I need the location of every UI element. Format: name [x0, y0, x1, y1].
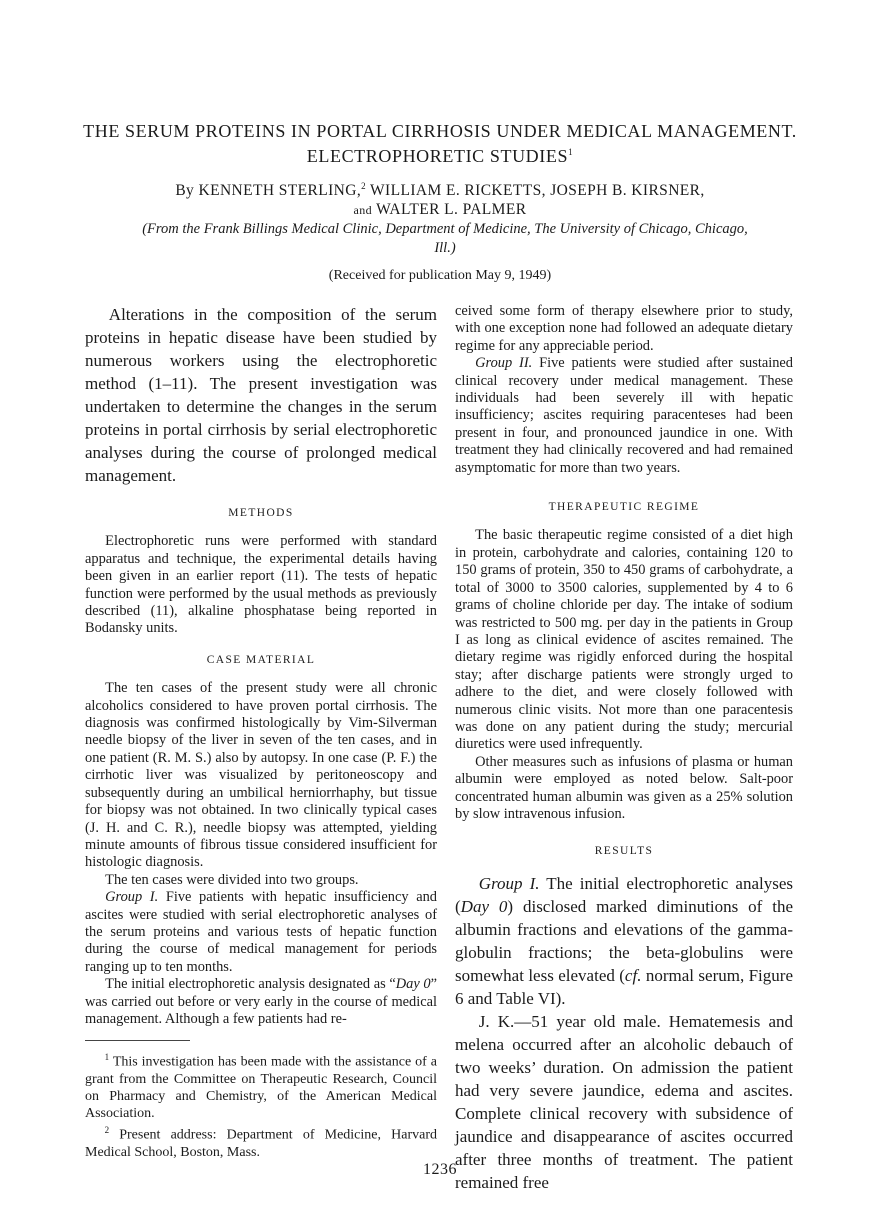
footnotes [85, 1049, 437, 1160]
results-cf: cf. [624, 965, 642, 985]
day0-paragraph-start [85, 976, 437, 1028]
affiliation: (From the Frank Billings Medical Clinic, Department of Medicine, The University of Chicago, Chicago, Ill.) [142, 221, 748, 256]
authors-rest: WILLIAM E. RICKETTS, JOSEPH B. KIRSNER, [370, 182, 705, 200]
group-1-text: Five patients with hepatic insufficiency and ascites were studied with serial electrophoretic analyses of the serum proteins and various tests of hepatic function during the course of medical management for periods ranging up to ten months. [85, 889, 437, 975]
results-text-b: ) disclosed marked diminutions of the albumin fractions and elevations of the gamma-globulin fractions; the beta-globulins were somewhat less elevated ( [455, 896, 793, 985]
case-material-paragraph-1: The ten cases of the present study were all chronic alcoholics considered to have proven portal cirrhosis. The diagnosis was confirmed histologically by Vim-Silverman needle biopsy of the liver in seven of the ten cases, and in one patient (R. M. S.) also by autopsy. In one case (P. F.) the cirrhotic liver was visualized by peritoneoscopy and subsequently during an umbilical herniorrhaphy, but tissue for biopsy was not obtained. In two clinically typical cases (J. H. and C. R.), needle biopsy was attempted, yielding minute amounts of fibrous tissue considered insufficient for histologic diagnosis. [85, 680, 437, 871]
footnote-2-text: Present address: Department of Medicine, Harvard Medical School, Boston, Mass. [85, 1127, 437, 1160]
author-list [80, 177, 800, 220]
day0-text-b: ” was carried out before or very early in the course of medical management. Although a few patients had re- [85, 976, 437, 1027]
left-column [85, 303, 437, 1161]
footnote-1-text: This investigation has been made with the assistance of a grant from the Committee on Therapeutic Research, Council on Pharmacy and Chemistry, of the American Medical Association. [85, 1055, 437, 1122]
author-footnote-mark: 2 [361, 181, 367, 191]
results-paragraph-2: J. K.—51 year old male. Hematemesis and melena occurred after an alcoholic debauch of two weeks’ duration. On admission the patient had very severe jaundice, edema and ascites. Complete clinical recovery with subsidence of jaundice and disappearance of ascites occurred after three months of treatment. The patient remained free [455, 1011, 793, 1192]
case-material-heading: CASE MATERIAL [206, 653, 316, 666]
day0-label: Day 0 [395, 976, 431, 993]
title-footnote-mark: 1 [568, 147, 574, 157]
footnote-1-mark: 1 [104, 1052, 110, 1063]
intro-section [85, 303, 437, 487]
page-number: 1236 [423, 1161, 457, 1178]
therapeutic-regime-heading: THERAPEUTIC REGIME [548, 501, 700, 514]
received-date: (Received for publication May 9, 1949) [328, 268, 552, 283]
footnote-2-mark: 2 [104, 1125, 110, 1136]
group-1-label: Group I. [105, 889, 159, 906]
results-paragraph-1 [455, 872, 793, 1010]
author-palmer: WALTER L. PALMER [376, 201, 527, 219]
intro-paragraph: Alterations in the composition of the serum proteins in hepatic disease have been studied by numerous workers using the electrophoretic method (1–11). The present investigation was undertaken to determine the changes in the serum proteins in portal cirrhosis by serial electrophoretic analyses during the course of prolonged medical management. [85, 305, 437, 485]
day0-paragraph-continued: ceived some form of therapy elsewhere prior to study, with one exception none had followed an adequate dietary regime for any appreciable period. [455, 303, 793, 354]
title-text: THE SERUM PROTEINS IN PORTAL CIRRHOSIS UNDER MEDICAL MANAGEMENT. ELECTROPHORETIC STUDIES [83, 121, 797, 166]
author-sterling: KENNETH STERLING, [198, 182, 362, 200]
case-material-paragraph-2: The ten cases were divided into two groups. [105, 871, 359, 888]
footnote-rule [85, 1040, 190, 1041]
day0-text-a: The initial electrophoretic analysis designated as “ [105, 976, 396, 993]
by-label: By [175, 182, 195, 200]
results-text-a: The initial electrophoretic analyses ( [455, 873, 793, 916]
therapeutic-paragraph-1: The basic therapeutic regime consisted of a diet high in protein, carbohydrate and calories, containing 120 to 150 grams of protein, 350 to 450 grams of carbohydrate, a total of 3000 to 3500 calories, supplemented by 4 to 6 grams of choline chloride per day. The intake of sodium was restricted to 500 mg. per day in the patients in Group I as long as clinical evidence of ascites remained. The dietary regime was rigidly enforced during the hospital stay; after discharge patients were strongly urged to adhere to the diet, and were closely followed with numerous clinic visits. Not more than one paracentesis was done on any patient during the study; mercurial diuretics were used infrequently. [455, 527, 793, 753]
results-group-1-label: Group I. [478, 873, 540, 893]
group-1-paragraph [85, 889, 437, 976]
author-line-2 [80, 200, 800, 220]
results-day0-label: Day 0 [460, 896, 508, 916]
results-section [455, 872, 793, 1194]
results-heading: RESULTS [594, 845, 654, 858]
footnote-1 [85, 1049, 437, 1122]
author-line-1 [80, 177, 800, 200]
methods-paragraph: Electrophoretic runs were performed with standard apparatus and technique, the experimental details having been given in an earlier report (11). The tests of hepatic function were performed by the usual methods as previously described (11), alkaline phosphatase being reported in Bodansky units. [85, 533, 437, 637]
group-2-text: Five patients were studied after sustained clinical recovery under medical management. These individuals had been severely ill with hepatic insufficiency; ascites requiring paracenteses had been present in four, and pronounced jaundice in one. With treatment they had clinically recovered and had remained asymptomatic for more than two years. [455, 355, 793, 476]
and-label: and [353, 203, 373, 218]
article-title [80, 121, 800, 167]
right-column [455, 303, 793, 1194]
footnote-2 [85, 1122, 437, 1161]
results-text-c: normal serum, Figure 6 and Table VI). [455, 965, 793, 1008]
group-2-label: Group II. [475, 355, 533, 372]
therapeutic-paragraph-2: Other measures such as infusions of plasma or human albumin were employed as noted below. Salt-poor concentrated human albumin was given as a 25% solution by slow intravenous infusion. [455, 753, 793, 822]
group-2-paragraph [455, 355, 793, 477]
methods-heading: METHODS [228, 507, 294, 519]
